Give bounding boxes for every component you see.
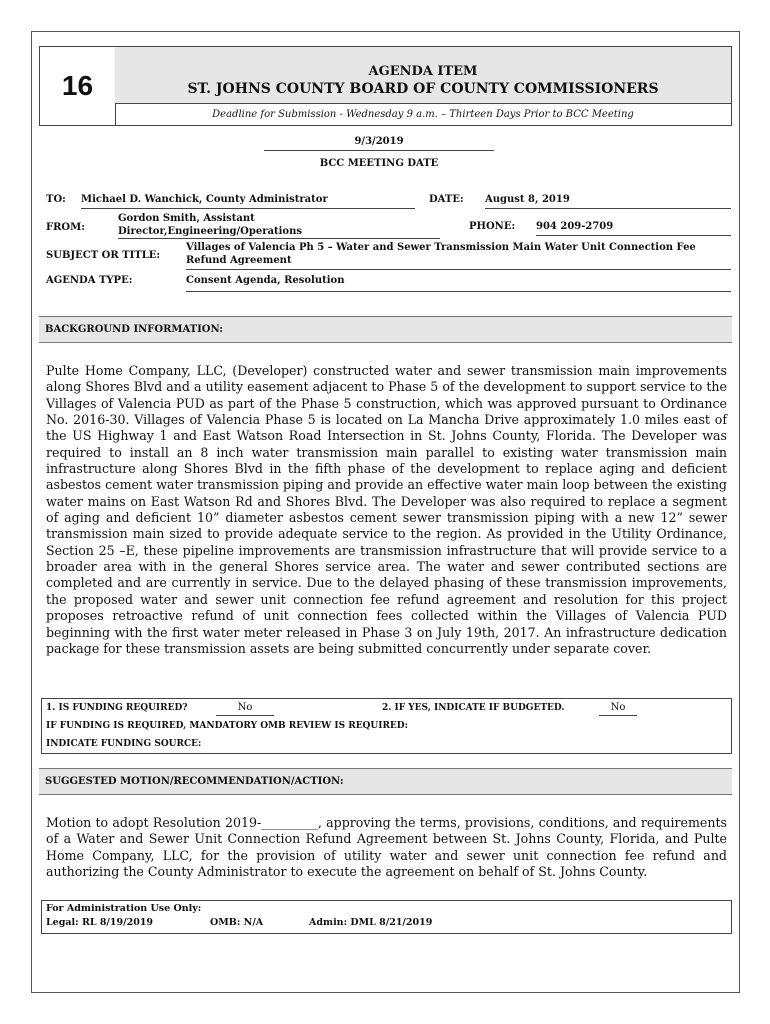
header-line2: ST. JOHNS COUNTY BOARD OF COUNTY COMMISSIONERS	[187, 81, 659, 97]
funding-q1-label: 1. IS FUNDING REQUIRED?	[46, 703, 188, 713]
funding-q2-value: No	[599, 702, 637, 716]
meeting-date: 9/3/2019	[264, 136, 494, 151]
from-label: FROM:	[46, 222, 85, 233]
from-line1: Gordon Smith, Assistant	[118, 213, 255, 224]
from-line2: Director,Engineering/Operations	[118, 226, 440, 239]
meeting-date-label: BCC MEETING DATE	[319, 158, 439, 169]
admin-heading: For Administration Use Only:	[46, 903, 202, 914]
agenda-type-label: AGENDA TYPE:	[46, 275, 133, 286]
funding-box	[41, 698, 732, 754]
agenda-form	[31, 31, 740, 993]
funding-q2-label: 2. IF YES, INDICATE IF BUDGETED.	[382, 703, 565, 713]
header-box	[39, 46, 732, 126]
deadline-note: Deadline for Submission - Wednesday 9 a.m. – Thirteen Days Prior to BCC Meeting	[212, 109, 634, 120]
funding-source-label: INDICATE FUNDING SOURCE:	[46, 739, 202, 749]
admin-box	[41, 900, 732, 934]
date-value: August 8, 2019	[485, 194, 731, 209]
background-text: Pulte Home Company, LLC, (Developer) constructed water and sewer transmission main improvements along Shores Blvd and a utility easement adjacent to Phase 5 of the development to support service to the Villages of Valencia PUD as part of the Phase 5 construction, which was approved pursuant to Ordinance No. 2016-30. Villages of Valencia Phase 5 is located on La Mancha Drive approximately 1.0 miles east of the US Highway 1 and East Watson Road Intersection in St. Johns County, Florida. The Developer was required to install an 8 inch water transmission main parallel to existing water transmission main infrastructure along Shores Blvd in the fifth phase of the development to replace aging and deficient asbestos cement water transmission piping and provide an effective water main loop between the existing water mains on East Watson Rd and Shores Blvd. The Developer was also required to replace a segment of aging and deficient 10” diameter asbestos cement sewer transmission piping with a new 12” sewer transmission main sized to provide adequate service to the region. As provided in the Utility Ordinance, Section 25 –E, these pipeline improvements are transmission infrastructure that will provide service to a broader area with in the general Shores service area. The water and sewer contributed sections are completed and are currently in service. Due to the delayed phasing of these transmission improvements, the proposed water and sewer unit connection fee refund agreement and resolution for this project proposes retroactive refund of unit connection fees collected within the Villages of Valencia PUD beginning with the first water meter released in Phase 3 on July 19th, 2017. An infrastructure dedication package for these transmission assets are being submitted concurrently under separate cover.	[46, 363, 727, 656]
funding-q1-value: No	[216, 702, 274, 716]
phone-label: PHONE:	[469, 221, 516, 232]
motion-heading: SUGGESTED MOTION/RECOMMENDATION/ACTION:	[39, 768, 732, 795]
subject-value	[186, 241, 731, 270]
admin-legal: Legal: RL 8/19/2019	[46, 917, 154, 928]
admin-omb: OMB: N/A	[210, 917, 264, 928]
header-title	[115, 47, 731, 104]
omb-review-label: IF FUNDING IS REQUIRED, MANDATORY OMB REVIEW IS REQUIRED:	[46, 721, 408, 731]
subject-line1: Villages of Valencia Ph 5 – Water and Sewer Transmission Main Water Unit Connection Fee	[186, 242, 696, 253]
to-value: Michael D. Wanchick, County Administrator	[81, 194, 415, 209]
date-label: DATE:	[429, 194, 464, 205]
to-label: TO:	[46, 194, 66, 205]
agenda-item-number: 16	[40, 47, 116, 125]
subject-line2: Refund Agreement	[186, 255, 292, 266]
background-heading: BACKGROUND INFORMATION:	[39, 316, 732, 343]
admin-admin: Admin: DML 8/21/2019	[309, 917, 433, 928]
header-line1: AGENDA ITEM	[368, 64, 478, 79]
motion-text: Motion to adopt Resolution 2019-_________, approving the terms, provisions, conditions, and requirements of a Water and Sewer Unit Connection Refund Agreement between St. Johns County, Florida, and Pulte Home Company, LLC, for the provision of utility water and sewer unit connection fee refund and authorizing the County Administrator to execute the agreement on behalf of St. Johns County.	[46, 815, 727, 880]
subject-label: SUBJECT OR TITLE:	[46, 250, 161, 261]
agenda-type-value: Consent Agenda, Resolution	[186, 275, 731, 292]
phone-value: 904 209-2709	[536, 221, 731, 236]
